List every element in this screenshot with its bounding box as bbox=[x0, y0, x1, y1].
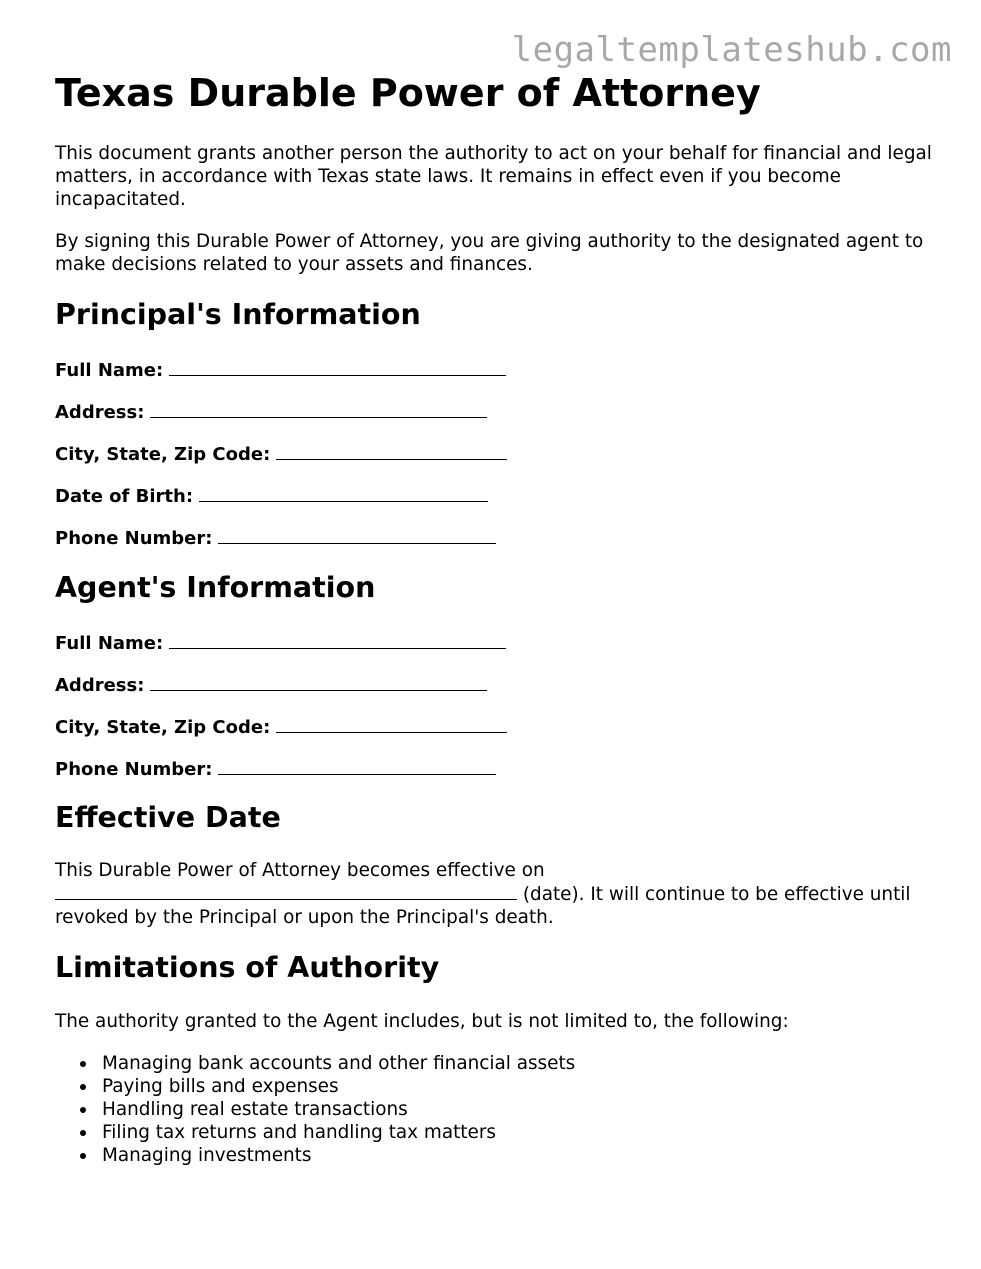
list-item: Filing tax returns and handling tax matters bbox=[102, 1121, 575, 1144]
intro-paragraph-2: By signing this Durable Power of Attorney, you are giving authority to the designated agent to make decisions related to your assets and finances. bbox=[55, 231, 924, 275]
principal-dob-label: Date of Birth: bbox=[55, 486, 194, 507]
principal-phone-blank[interactable] bbox=[218, 526, 496, 544]
agent-full-name-field[interactable] bbox=[55, 631, 506, 655]
effective-date-heading: Effective Date bbox=[55, 801, 281, 834]
principal-full-name-label: Full Name: bbox=[55, 360, 164, 381]
principal-dob-field[interactable] bbox=[55, 484, 488, 508]
intro-paragraph-1: This document grants another person the authority to act on your behalf for financial and legal matters, in accordance with Texas state laws. It remains in effect even if you become incapacitated. bbox=[55, 143, 932, 210]
agent-city-state-zip-blank[interactable] bbox=[276, 715, 507, 733]
limitations-heading: Limitations of Authority bbox=[55, 951, 440, 984]
list-item: Managing bank accounts and other financial assets bbox=[102, 1053, 576, 1074]
list-item: Managing investments bbox=[102, 1144, 575, 1167]
agent-phone-field[interactable] bbox=[55, 757, 496, 781]
principal-address-label: Address: bbox=[55, 402, 145, 423]
agent-address-blank[interactable] bbox=[150, 673, 487, 691]
principal-city-state-zip-label: City, State, Zip Code: bbox=[55, 444, 271, 465]
principal-city-state-zip-field[interactable] bbox=[55, 442, 507, 466]
effective-date-text-before: This Durable Power of Attorney becomes effective on bbox=[55, 860, 545, 881]
principal-phone-field[interactable] bbox=[55, 526, 496, 550]
agent-city-state-zip-field[interactable] bbox=[55, 715, 507, 739]
principal-phone-label: Phone Number: bbox=[55, 528, 213, 549]
effective-date-text-after: (date). It will continue to be effective until revoked by the Principal or upon the Principal's death. bbox=[55, 884, 911, 928]
limitations-intro: The authority granted to the Agent includes, but is not limited to, the following: bbox=[55, 1011, 789, 1032]
principal-address-blank[interactable] bbox=[150, 400, 487, 418]
agent-full-name-label: Full Name: bbox=[55, 633, 164, 654]
principal-full-name-blank[interactable] bbox=[169, 358, 506, 376]
principal-city-state-zip-blank[interactable] bbox=[276, 442, 507, 460]
effective-date-paragraph bbox=[55, 859, 935, 929]
principal-heading: Principal's Information bbox=[55, 298, 421, 331]
agent-address-label: Address: bbox=[55, 675, 145, 696]
authority-list bbox=[55, 1052, 575, 1167]
agent-address-field[interactable] bbox=[55, 673, 487, 697]
agent-city-state-zip-label: City, State, Zip Code: bbox=[55, 717, 271, 738]
list-item: Paying bills and expenses bbox=[102, 1075, 575, 1098]
list-item: Handling real estate transactions bbox=[102, 1098, 575, 1121]
principal-dob-blank[interactable] bbox=[199, 484, 488, 502]
principal-address-field[interactable] bbox=[55, 400, 487, 424]
document-title: Texas Durable Power of Attorney bbox=[55, 71, 761, 115]
agent-phone-blank[interactable] bbox=[218, 757, 496, 775]
watermark: legaltemplateshub.com bbox=[511, 30, 952, 70]
agent-heading: Agent's Information bbox=[55, 571, 376, 604]
agent-phone-label: Phone Number: bbox=[55, 759, 213, 780]
effective-date-blank[interactable] bbox=[55, 882, 517, 900]
principal-full-name-field[interactable] bbox=[55, 358, 506, 382]
agent-full-name-blank[interactable] bbox=[169, 631, 506, 649]
